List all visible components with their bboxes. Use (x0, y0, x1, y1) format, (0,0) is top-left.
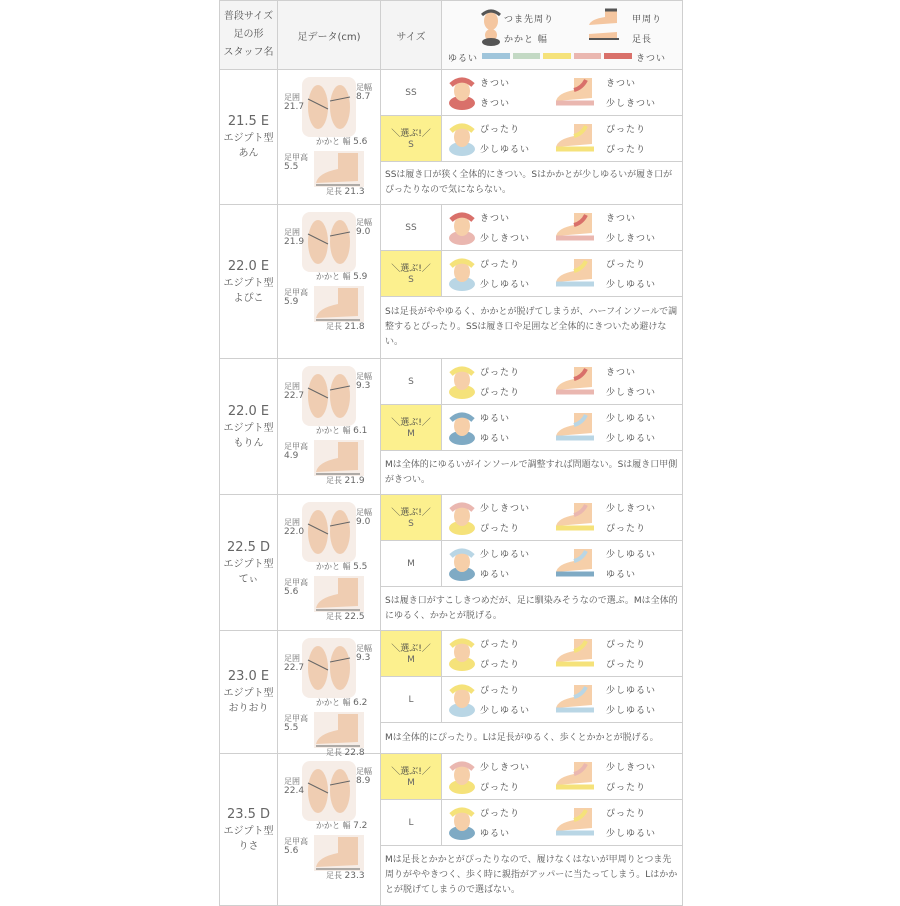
rows.5.fits.1-length-fit: 少しゆるい (606, 829, 657, 839)
size-option (381, 205, 442, 251)
usual-size: 22.5 D (226, 539, 271, 555)
instep-height-label: 足甲高 5.5 (284, 713, 308, 733)
fit-result (442, 251, 683, 297)
size-label: M (407, 558, 415, 569)
header-row (220, 1, 683, 70)
rows.0.fits.0-toe-fit: きつい (480, 79, 511, 89)
instep-length-fit-icon (552, 806, 602, 840)
instep-length-fit-icon (552, 683, 602, 717)
foot-side-icon (314, 576, 366, 614)
foot-girth-label: 足囲 21.9 (284, 227, 305, 247)
feet-top-icon (304, 504, 354, 560)
foot-side-icon (314, 151, 366, 189)
toe-heel-fit-icon (447, 803, 477, 843)
rows.3.fits.0-instep-fit: 少しきつい (606, 504, 657, 514)
header-person (220, 1, 278, 70)
rows.2.fits.0-instep-fit: きつい (606, 368, 637, 378)
instep-height-label: 足甲高 4.9 (284, 441, 308, 461)
instep-height-label: 足甲高 5.6 (284, 836, 308, 856)
toe-heel-fit-icon (447, 254, 477, 294)
rows.0.fits.0-length-fit: 少しきつい (606, 99, 657, 109)
toe-heel-fit-icon (447, 208, 477, 248)
rows.1.fits.1-heel-fit: 少しゆるい (480, 280, 531, 290)
foot-length-label: 足長 21.9 (326, 475, 365, 486)
rows.5.fits.1-toe-fit: ぴったり (480, 809, 521, 819)
foot-width-label: 足幅 9.0 (356, 217, 372, 237)
size-label: M (407, 654, 415, 665)
foot-side-icon (314, 712, 366, 750)
usual-size: 22.0 E (227, 403, 270, 419)
instep-length-fit-icon (552, 637, 602, 671)
rows.5.fits.0-heel-fit: ぴったり (480, 783, 521, 793)
usual-size: 22.0 E (227, 258, 270, 274)
rows.4.fits.1-instep-fit: 少しゆるい (606, 686, 657, 696)
fit-comment: Sは履き口がすこしきつめだが、足に馴染みそうなので選ぶ。Mは全体的にゆるく、かかとが脱げる。 (381, 587, 683, 631)
rows.3.fits.0-length-fit: ぴったり (606, 524, 647, 534)
foot-girth-label: 足囲 22.4 (284, 776, 305, 796)
size-label: SS (405, 87, 417, 98)
instep-length-fit-icon (552, 76, 602, 110)
instep-length-fit-icon (552, 211, 602, 245)
toe-heel-fit-icon (447, 498, 477, 538)
usual-size: 23.5 D (226, 806, 271, 822)
rows.4.fits.0-toe-fit: ぴったり (480, 640, 521, 650)
rows.5.fits.0-instep-fit: 少しきつい (606, 763, 657, 773)
fit-scale-bar (482, 53, 632, 59)
instep-legend-icon (587, 7, 633, 29)
foot-width-label: 足幅 8.9 (356, 766, 372, 786)
feet-top-icon (304, 214, 354, 270)
foot-girth-label: 足囲 22.7 (284, 653, 305, 673)
rows.2.fits.0-heel-fit: ぴったり (480, 388, 521, 398)
foot-length-label: 足長 23.3 (326, 870, 365, 881)
usual-size: 21.5 E (227, 114, 270, 129)
staff-info (220, 631, 278, 754)
rows.0.fits.1-heel-fit: 少しゆるい (480, 145, 531, 155)
size-option (381, 754, 442, 800)
size-option (381, 541, 442, 587)
rows.0.fits.0-instep-fit: きつい (606, 79, 637, 89)
fit-row (220, 754, 683, 800)
toe-heel-fit-icon (447, 362, 477, 402)
heel-width-label: かかと 幅 7.2 (316, 820, 368, 831)
rows.5.fits.1-instep-fit: ぴったり (606, 809, 647, 819)
foot-side-icon (314, 286, 366, 324)
legend-heel: かかと 幅 (504, 35, 548, 45)
foot-shape: エジプト型 (223, 825, 274, 837)
rows.5.fits.1-heel-fit: ゆるい (480, 829, 511, 839)
rows.2.fits.1-toe-fit: ゆるい (480, 414, 511, 424)
heel-legend-icon (480, 29, 502, 47)
rows.3.fits.0-heel-fit: ぴったり (480, 524, 521, 534)
rows.2.fits.1-heel-fit: ゆるい (480, 434, 511, 444)
fit-result (442, 70, 683, 116)
fit-comment: SSは履き口が狭く全体的にきつい。Sはかかとが少しゆるいが履き口がぴったりなので気にならない。 (381, 162, 683, 205)
size-option (381, 495, 442, 541)
fit-row (220, 205, 683, 251)
rows.3.fits.1-length-fit: ゆるい (606, 570, 637, 580)
heel-width-label: かかと 幅 5.5 (316, 561, 368, 572)
rows.0.fits.1-toe-fit: ぴったり (480, 125, 521, 135)
staff-name: あん (238, 148, 259, 159)
feet-top-icon (304, 368, 354, 424)
foot-data (278, 70, 381, 205)
foot-side-icon (314, 440, 366, 478)
toe-heel-fit-icon (447, 680, 477, 720)
foot-width-label: 足幅 9.0 (356, 507, 372, 527)
size-label: S (408, 376, 414, 387)
foot-width-label: 足幅 9.3 (356, 371, 372, 391)
fit-result (442, 541, 683, 587)
heel-width-label: かかと 幅 6.1 (316, 425, 368, 436)
fit-legend (442, 1, 683, 70)
size-label: M (407, 428, 415, 439)
feet-top-icon (304, 640, 354, 696)
fit-result (442, 405, 683, 451)
fit-row (220, 631, 683, 677)
legend-tight: きつい (636, 54, 667, 64)
fit-result (442, 116, 683, 162)
foot-girth-label: 足囲 22.7 (284, 381, 305, 401)
instep-height-label: 足甲高 5.9 (284, 287, 308, 307)
rows.3.fits.1-instep-fit: 少しゆるい (606, 550, 657, 560)
instep-length-fit-icon (552, 760, 602, 794)
instep-length-fit-icon (552, 365, 602, 399)
rows.3.fits.1-heel-fit: ゆるい (480, 570, 511, 580)
size-option (381, 251, 442, 297)
fit-result (442, 677, 683, 723)
staff-info (220, 495, 278, 631)
foot-width-label: 足幅 8.7 (356, 82, 372, 102)
rows.2.fits.0-toe-fit: ぴったり (480, 368, 521, 378)
size-comparison-table (219, 0, 683, 896)
foot-data (278, 754, 381, 906)
foot-shape: エジプト型 (223, 133, 274, 144)
staff-info (220, 205, 278, 359)
rows.4.fits.0-heel-fit: ぴったり (480, 660, 521, 670)
legend-toe: つま先周り (504, 15, 555, 25)
usual-size: 23.0 E (227, 669, 270, 684)
instep-length-fit-icon (552, 501, 602, 535)
toe-heel-fit-icon (447, 408, 477, 448)
size-label: S (408, 518, 414, 529)
legend-instep: 甲周り (632, 15, 663, 25)
fit-row (220, 359, 683, 405)
fit-result (442, 631, 683, 677)
toe-heel-fit-icon (447, 119, 477, 159)
size-label: L (408, 694, 414, 705)
rows.1.fits.0-length-fit: 少しきつい (606, 234, 657, 244)
rows.5.fits.0-length-fit: ぴったり (606, 783, 647, 793)
feet-top-icon (304, 79, 354, 135)
rows.4.fits.0-length-fit: ぴったり (606, 660, 647, 670)
foot-girth-label: 足囲 22.0 (284, 517, 305, 537)
staff-info (220, 359, 278, 495)
size-label: L (408, 817, 414, 828)
foot-data (278, 631, 381, 758)
heel-width-label: かかと 幅 6.2 (316, 697, 368, 708)
staff-name: てぃ (238, 573, 259, 585)
size-label: S (408, 274, 414, 285)
fit-row (220, 495, 683, 541)
staff-name: もりん (233, 437, 264, 449)
toe-heel-fit-icon (447, 757, 477, 797)
staff-name: おりおり (228, 703, 269, 714)
fit-scale-segment (482, 53, 510, 59)
feet-top-icon (304, 763, 354, 819)
foot-side-icon (314, 835, 366, 873)
pick-badge: ＼選ぶ!／ (391, 417, 431, 428)
fit-scale-segment (543, 53, 571, 59)
fit-result (442, 359, 683, 405)
size-option (381, 800, 442, 846)
rows.3.fits.1-toe-fit: 少しゆるい (480, 550, 531, 560)
toe-heel-fit-icon (447, 634, 477, 674)
fit-table-body (220, 70, 683, 906)
instep-length-fit-icon (552, 411, 602, 445)
rows.1.fits.0-instep-fit: きつい (606, 214, 637, 224)
toe-heel-fit-icon (447, 73, 477, 113)
rows.0.fits.0-heel-fit: きつい (480, 99, 511, 109)
fit-result (442, 495, 683, 541)
rows.1.fits.1-length-fit: 少しゆるい (606, 280, 657, 290)
toe-heel-fit-icon (447, 544, 477, 584)
foot-width-label: 足幅 9.3 (356, 643, 372, 663)
rows.3.fits.0-toe-fit: 少しきつい (480, 504, 531, 514)
header-foot-data: 足データ(cm) (278, 1, 381, 70)
instep-height-label: 足甲高 5.6 (284, 577, 308, 597)
rows.0.fits.1-instep-fit: ぴったり (606, 125, 647, 135)
rows.5.fits.0-toe-fit: 少しきつい (480, 763, 531, 773)
foot-shape: エジプト型 (223, 422, 274, 434)
foot-length-label: 足長 22.8 (326, 747, 365, 758)
fit-scale-segment (604, 53, 632, 59)
rows.2.fits.1-instep-fit: 少しゆるい (606, 414, 657, 424)
header-foot-shape: 足の形 (233, 29, 264, 40)
fit-comment: Mは全体的にゆるいがインソールで調整すれば問題ない。Sは履き口甲側がきつい。 (381, 451, 683, 495)
foot-length-label: 足長 21.3 (326, 186, 365, 197)
pick-badge: ＼選ぶ!／ (391, 128, 431, 139)
instep-length-fit-icon (552, 547, 602, 581)
rows.4.fits.0-instep-fit: ぴったり (606, 640, 647, 650)
instep-length-fit-icon (552, 257, 602, 291)
rows.4.fits.1-toe-fit: ぴったり (480, 686, 521, 696)
foot-shape: エジプト型 (223, 277, 274, 289)
legend-loose: ゆるい (448, 54, 479, 64)
pick-badge: ＼選ぶ!／ (391, 263, 431, 274)
fit-comment: Mは全体的にぴったり。Lは足長がゆるく、歩くとかかとが脱げる。 (381, 723, 683, 754)
size-option (381, 359, 442, 405)
rows.1.fits.1-instep-fit: ぴったり (606, 260, 647, 270)
staff-info (220, 754, 278, 906)
header-size: サイズ (381, 1, 442, 70)
instep-length-fit-icon (552, 122, 602, 156)
foot-data (278, 495, 381, 631)
fit-result (442, 800, 683, 846)
pick-badge: ＼選ぶ!／ (391, 643, 431, 654)
fit-result (442, 205, 683, 251)
size-label: S (408, 139, 414, 150)
length-legend-icon (587, 28, 633, 42)
foot-girth-label: 足囲 21.7 (284, 92, 305, 112)
size-label: SS (405, 222, 417, 233)
rows.1.fits.1-toe-fit: ぴったり (480, 260, 521, 270)
fit-scale-segment (574, 53, 602, 59)
foot-data (278, 205, 381, 359)
legend-length: 足長 (632, 35, 653, 45)
heel-width-label: かかと 幅 5.6 (316, 136, 368, 147)
rows.2.fits.1-length-fit: 少しゆるい (606, 434, 657, 444)
rows.1.fits.0-heel-fit: 少しきつい (480, 234, 531, 244)
foot-length-label: 足長 21.8 (326, 321, 365, 332)
fit-table (219, 0, 683, 906)
fit-result (442, 754, 683, 800)
size-option (381, 677, 442, 723)
header-usual-size: 普段サイズ (223, 11, 274, 22)
foot-shape: エジプト型 (223, 688, 274, 699)
rows.2.fits.0-length-fit: 少しきつい (606, 388, 657, 398)
header-staff-name: スタッフ名 (223, 47, 274, 58)
fit-row (220, 70, 683, 116)
fit-scale-segment (513, 53, 541, 59)
fit-comment: Sは足長がややゆるく、かかとが脱げてしまうが、ハーフインソールで調整するとぴったり。SSは履き口や足囲など全体的にきついため避けない。 (381, 297, 683, 359)
staff-name: よぴこ (233, 292, 264, 304)
size-option (381, 70, 442, 116)
size-option (381, 631, 442, 677)
fit-comment: Mは足長とかかとがぴったりなので、履けなくはないが甲周りとつま先周りがややきつく、歩く時に親指がアッパーに当たってしまう。Lはかかとが脱げてしまうので選ばない。 (381, 846, 683, 906)
heel-width-label: かかと 幅 5.9 (316, 271, 368, 282)
foot-shape: エジプト型 (223, 558, 274, 570)
size-option (381, 405, 442, 451)
rows.1.fits.0-toe-fit: きつい (480, 214, 511, 224)
pick-badge: ＼選ぶ!／ (391, 766, 431, 777)
foot-length-label: 足長 22.5 (326, 611, 365, 622)
rows.4.fits.1-heel-fit: 少しゆるい (480, 706, 531, 716)
pick-badge: ＼選ぶ!／ (391, 507, 431, 518)
size-label: M (407, 777, 415, 788)
instep-height-label: 足甲高 5.5 (284, 152, 308, 172)
size-option (381, 116, 442, 162)
foot-data (278, 359, 381, 495)
staff-name: りさ (238, 840, 259, 852)
rows.4.fits.1-length-fit: 少しゆるい (606, 706, 657, 716)
staff-info (220, 70, 278, 205)
rows.0.fits.1-length-fit: ぴったり (606, 145, 647, 155)
